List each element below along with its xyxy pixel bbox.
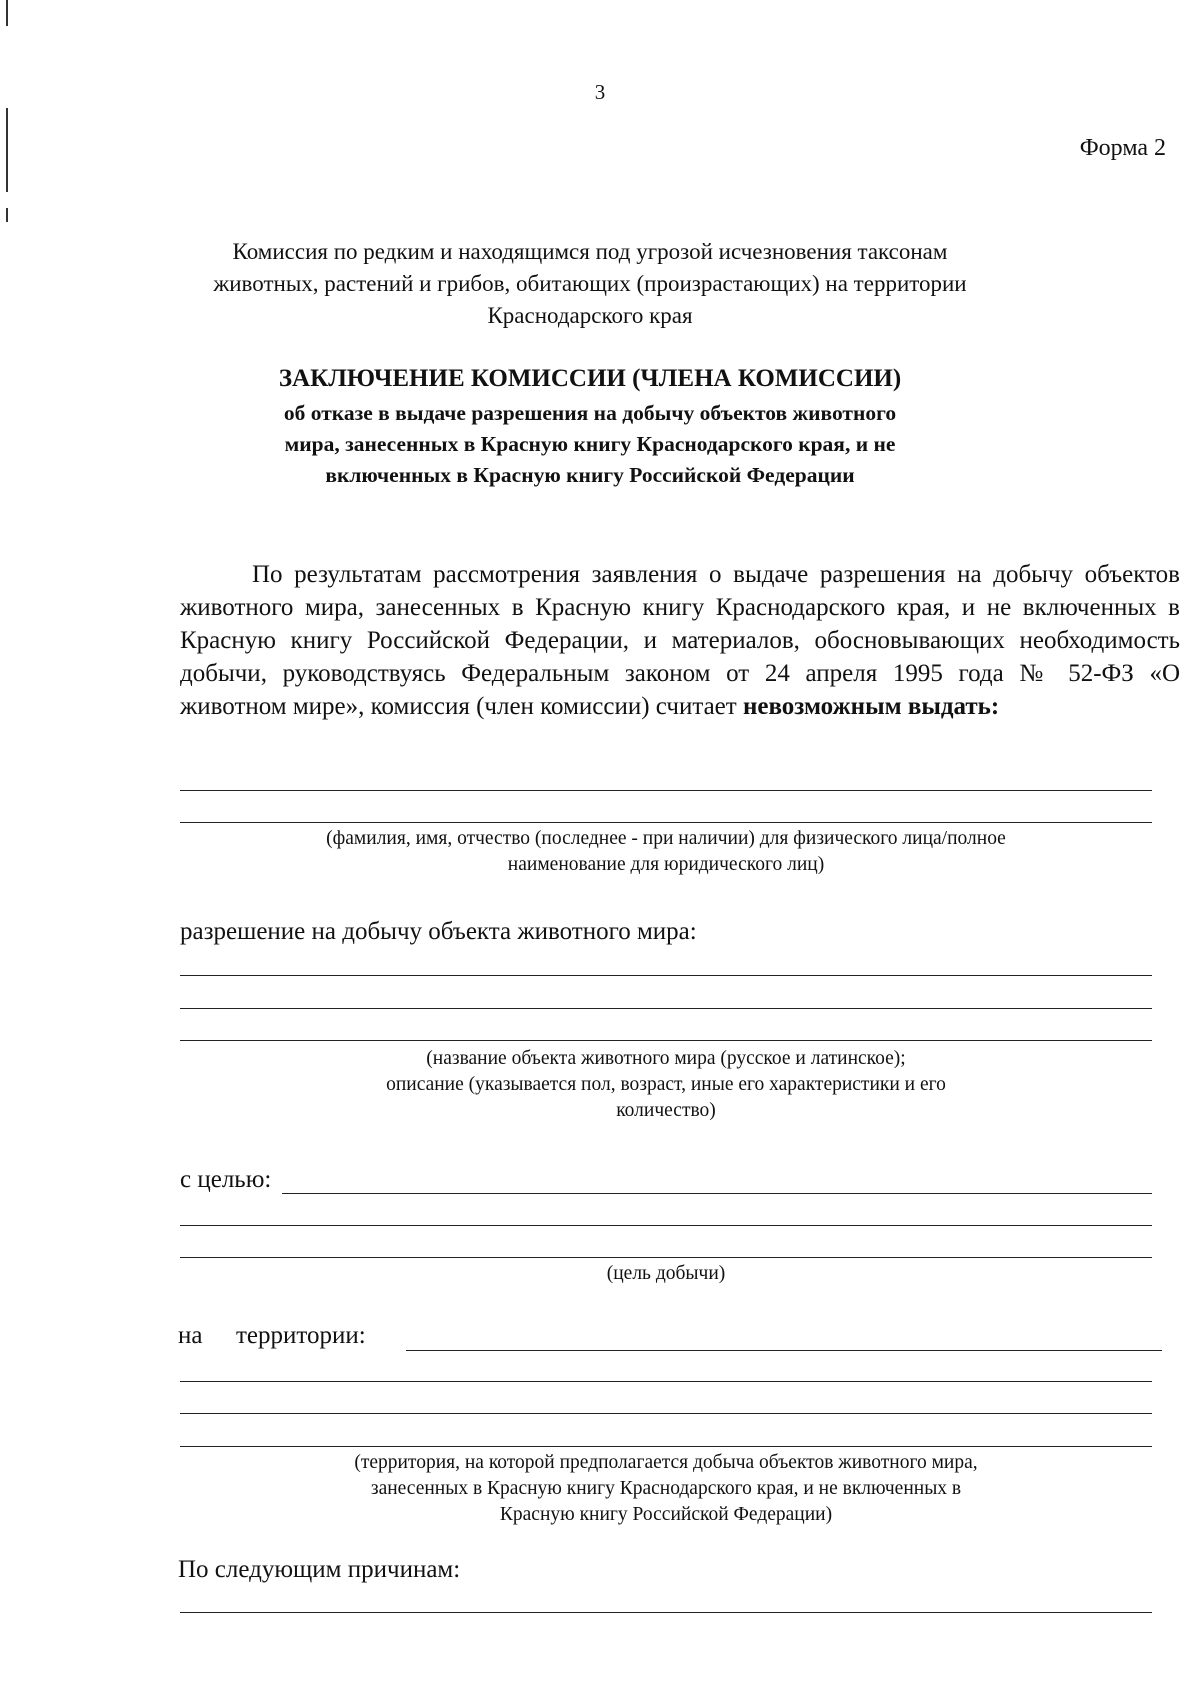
object-hint bbox=[180, 1046, 1152, 1124]
territory-fill-line[interactable] bbox=[180, 1413, 1152, 1414]
applicant-hint-line: (фамилия, имя, отчество (последнее - при наличии) для физического лица/полное bbox=[326, 828, 1006, 849]
document-title: ЗАКЛЮЧЕНИЕ КОМИССИИ (ЧЛЕНА КОМИССИИ) bbox=[278, 365, 902, 392]
body-paragraph bbox=[180, 558, 1180, 723]
object-hint-line: количество) bbox=[616, 1100, 716, 1121]
object-hint-line: (название объекта животного мира (русское и латинское); bbox=[426, 1048, 906, 1069]
territory-label-part2: территории: bbox=[236, 1322, 366, 1349]
territory-hint bbox=[180, 1450, 1152, 1528]
purpose-fill-line[interactable] bbox=[282, 1193, 1152, 1194]
applicant-fill-line[interactable] bbox=[180, 790, 1152, 791]
scan-edge-mark bbox=[6, 0, 8, 26]
territory-hint-line: Красную книгу Российской Федерации) bbox=[499, 1504, 833, 1525]
subtitle-line: мира, занесенных в Красную книгу Краснодарского края, и не bbox=[284, 432, 896, 456]
purpose-fill-line[interactable] bbox=[180, 1225, 1152, 1226]
permit-label: разрешение на добычу объекта животного мира: bbox=[180, 918, 697, 945]
object-fill-line[interactable] bbox=[180, 1008, 1152, 1009]
body-paragraph-text: По результатам рассмотрения заявления о выдаче разрешения на добычу объектов животного мира, занесенных в Красную книгу Краснодарского края, и не включенных в Красную книгу Российской Федерации, и материалов, обосновывающих необходимость добычи, руководствуясь Федеральным законом от 24 апреля 1995 года № 52-ФЗ «О животном мире», комиссия (член комиссии) считает bbox=[180, 561, 1180, 720]
scan-edge-mark bbox=[6, 108, 8, 192]
subtitle-line: об отказе в выдаче разрешения на добычу объектов животного bbox=[283, 401, 897, 425]
commission-line: животных, растений и грибов, обитающих (произрастающих) на территории bbox=[213, 271, 967, 296]
document-subtitle bbox=[180, 398, 1000, 491]
commission-line: Краснодарского края bbox=[487, 303, 693, 328]
scan-edge-mark bbox=[6, 208, 8, 222]
reasons-fill-line[interactable] bbox=[180, 1612, 1152, 1613]
territory-fill-line[interactable] bbox=[180, 1446, 1152, 1447]
purpose-hint: (цель добычи) bbox=[606, 1263, 726, 1284]
reasons-label: По следующим причинам: bbox=[178, 1556, 461, 1583]
commission-header bbox=[150, 236, 1030, 332]
territory-label-part1: на bbox=[178, 1322, 203, 1349]
purpose-label: с целью: bbox=[180, 1166, 272, 1193]
territory-hint-line: (территория, на которой предполагается добыча объектов животного мира, bbox=[354, 1452, 978, 1473]
object-hint-line: описание (указывается пол, возраст, иные его характеристики и его bbox=[386, 1074, 946, 1095]
purpose-fill-line[interactable] bbox=[180, 1257, 1152, 1258]
applicant-fill-line[interactable] bbox=[180, 822, 1152, 823]
object-fill-line[interactable] bbox=[180, 1040, 1152, 1041]
subtitle-line: включенных в Красную книгу Российской Федерации bbox=[325, 463, 855, 487]
commission-line: Комиссия по редким и находящимся под угрозой исчезновения таксонам bbox=[232, 239, 948, 264]
page-number: 3 bbox=[594, 80, 606, 104]
form-label: Форма 2 bbox=[1079, 135, 1166, 161]
body-paragraph-bold: невозможным выдать: bbox=[742, 693, 1000, 720]
applicant-hint-line: наименование для юридического лиц) bbox=[507, 854, 825, 875]
territory-fill-line[interactable] bbox=[180, 1381, 1152, 1382]
applicant-hint bbox=[180, 826, 1152, 878]
territory-hint-line: занесенных в Красную книгу Краснодарского края, и не включенных в bbox=[370, 1478, 962, 1499]
territory-fill-line[interactable] bbox=[406, 1350, 1162, 1351]
object-fill-line[interactable] bbox=[180, 975, 1152, 976]
